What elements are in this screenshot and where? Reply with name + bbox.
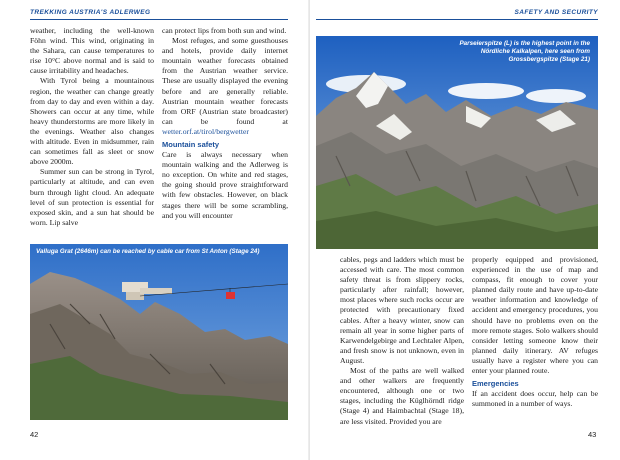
paragraph: If an accident does occur, help can be summoned in a number of ways. xyxy=(472,389,598,409)
paragraph: Most of the paths are well walked and other walkers are frequently encountered, although one or two stages, including the Küglhörndl ridge (Stage 4) and Haimbachtal (Stage 18), are less visited. Provided you are xyxy=(340,366,464,426)
paragraph: weather, including the well-known Föhn wind. This wind, originating in the Sahara, can cause temperatures to rise 10°C above normal and is said to cause irritability and headaches. xyxy=(30,26,154,76)
right-page xyxy=(310,0,620,460)
left-running-head: TREKKING AUSTRIA'S ADLERWEG xyxy=(30,9,151,16)
right-column-1 xyxy=(340,255,464,427)
section-heading-emergencies: Emergencies xyxy=(472,379,519,389)
paragraph xyxy=(162,36,288,137)
paragraph-text: Most refuges, and some guesthouses and hotels, provide daily internet mountain weather forecasts obtained from the Austrian weather service. These are usually displayed the evening before and are generally reliable. Austrian mountain weather forecasts from ORF (Austrian state broadcaster) can be found at xyxy=(162,36,288,126)
left-column-2 xyxy=(162,26,288,221)
right-column-2 xyxy=(472,255,598,409)
paragraph: cables, pegs and ladders which must be accessed with care. The most common safety threat is from slippery rocks, particularly after rainfall; however, most places where such rocks occur are protected with precautionary fixed cables. After a heavy winter, snow can remain all year in some higher parts of Karwendelgebirge and Lechtaler Alpen, and fresh snow is not unknown, even in August. xyxy=(340,255,464,365)
paragraph: With Tyrol being a mountainous region, the weather can change greatly from day to day and even within a day. Showers can occur at any time, while heavy thunderstorms are more likely in the evenings. Weather also changes with altitude. Even in midsummer, rain can sometimes fall as sleet or snow above 2000m. xyxy=(30,76,154,167)
right-header-rule xyxy=(316,19,598,20)
right-running-head: SAFETY AND SECURITY xyxy=(514,9,598,16)
section-heading-mountain-safety: Mountain safety xyxy=(162,140,220,150)
valluga-photo xyxy=(30,244,288,420)
parseierspitze-photo xyxy=(316,36,598,249)
paragraph: Care is always necessary when mountain walking and the Adlerweg is no exception. On white and red stages, the going should prove straightforward with few obstacles. However, on black stages there will be some scrambling, and you will encounter xyxy=(162,150,288,220)
valluga-photo-caption: Valluga Grat (2646m) can be reached by cable car from St Anton (Stage 24) xyxy=(36,248,260,255)
left-column-1 xyxy=(30,26,154,228)
paragraph: can protect lips from both sun and wind. xyxy=(162,26,287,35)
parseierspitze-photo-image xyxy=(316,36,598,249)
left-page-number: 42 xyxy=(30,430,39,439)
parseierspitze-photo-caption: Parseierspitze (L) is the highest point in the Nördliche Kalkalpen, here seen from Grossbergspitze (Stage 21) xyxy=(459,40,590,63)
paragraph: properly equipped and provisioned, experienced in the use of map and compass, fit enough to cover your planned daily route and have up-to-date weather information and knowledge of accident and emergency procedures, you should have no problems even on the more remote stages. Solo walkers should consider letting someone know their planned daily itinerary. AV refuges usually have a register where you can enter your planned route. xyxy=(472,255,598,376)
paragraph: Summer sun can be strong in Tyrol, particularly at altitude, and can even burn through light cloud. An adequate level of sun protection is essential for exposed skin, and a sun hat should be worn. Lip salve xyxy=(30,167,154,227)
valluga-photo-image xyxy=(30,244,288,420)
right-page-number: 43 xyxy=(588,430,597,439)
weather-forecast-link[interactable]: wetter.orf.at/tirol/bergwetter xyxy=(162,126,249,136)
left-header-rule xyxy=(30,19,288,20)
